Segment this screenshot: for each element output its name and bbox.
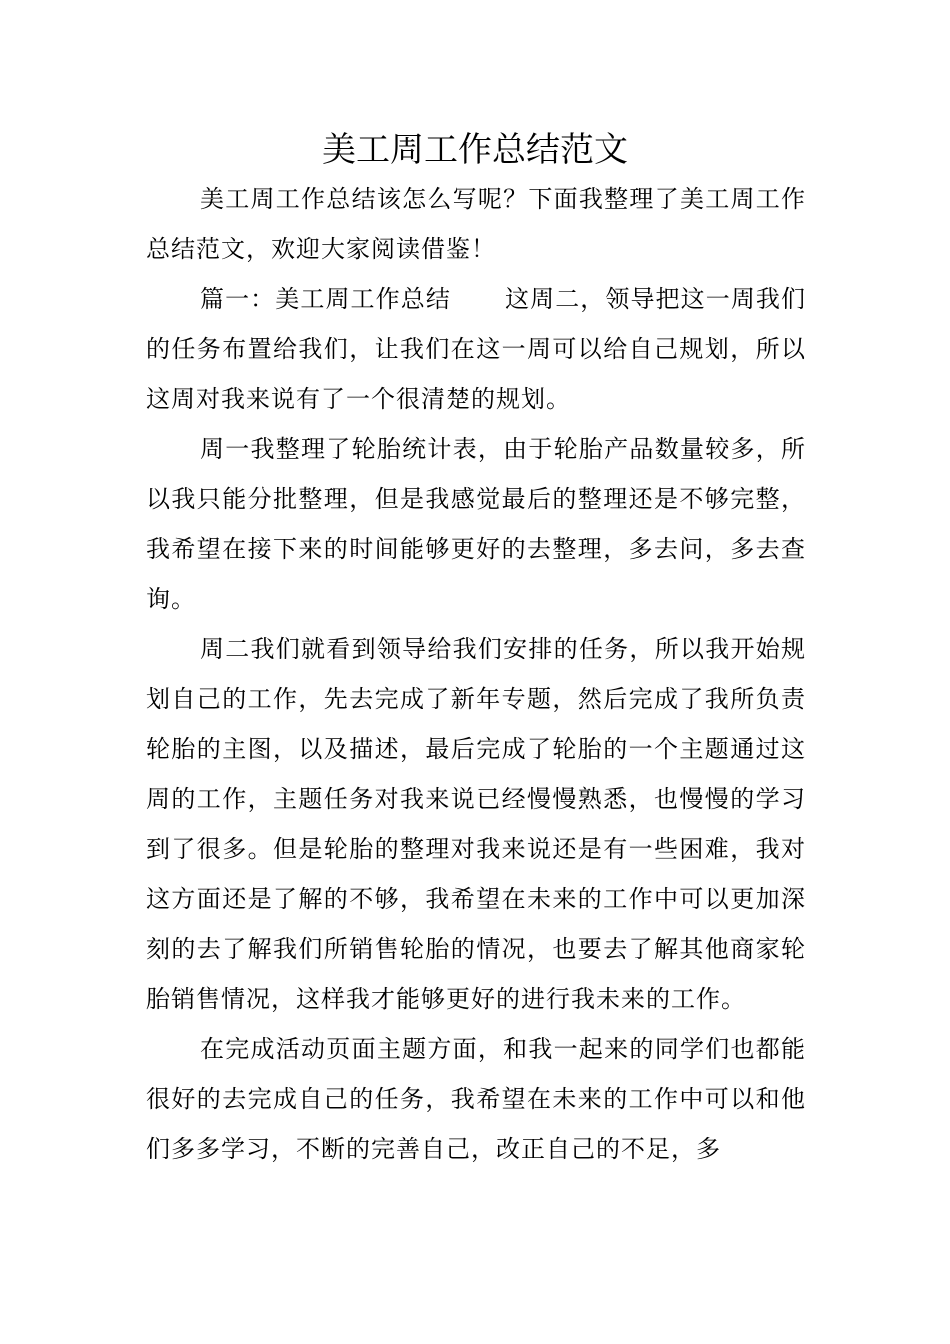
paragraph-monday: 周一我整理了轮胎统计表，由于轮胎产品数量较多，所以我只能分批整理，但是我感觉最后的整理还是不够完整，我希望在接下来的时间能够更好的去整理，多去问，多去查询。: [146, 435, 806, 613]
section-heading: 篇一：美工周工作总结: [200, 285, 451, 313]
document-body: [146, 174, 806, 1174]
paragraph-tuesday: 周二我们就看到领导给我们安排的任务，所以我开始规划自己的工作，先去完成了新年专题，然后完成了我所负责轮胎的主图，以及描述，最后完成了轮胎的一个主题通过这周的工作，主题任务对我来说已经慢慢熟悉，也慢慢的学习到了很多。但是轮胎的整理对我来说还是有一些困难，我对这方面还是了解的不够，我希望在未来的工作中可以更加深刻的去了解我们所销售轮胎的情况，也要去了解其他商家轮胎销售情况，这样我才能够更好的进行我未来的工作。: [146, 635, 806, 1013]
paragraph-section-one: [146, 274, 806, 424]
section-one-text: 这周二，领导把这一周我们的任务布置给我们，让我们在这一周可以给自己规划，所以这周对我来说有了一个很清楚的规划。: [146, 285, 807, 413]
paragraph-activity: 在完成活动页面主题方面，和我一起来的同学们也都能很好的去完成自己的任务，我希望在未来的工作中可以和他们多多学习，不断的完善自己，改正自己的不足，多: [146, 1035, 806, 1163]
document-title: 美工周工作总结范文: [322, 130, 628, 170]
paragraph-intro: 美工周工作总结该怎么写呢？下面我整理了美工周工作总结范文，欢迎大家阅读借鉴！: [146, 185, 806, 263]
